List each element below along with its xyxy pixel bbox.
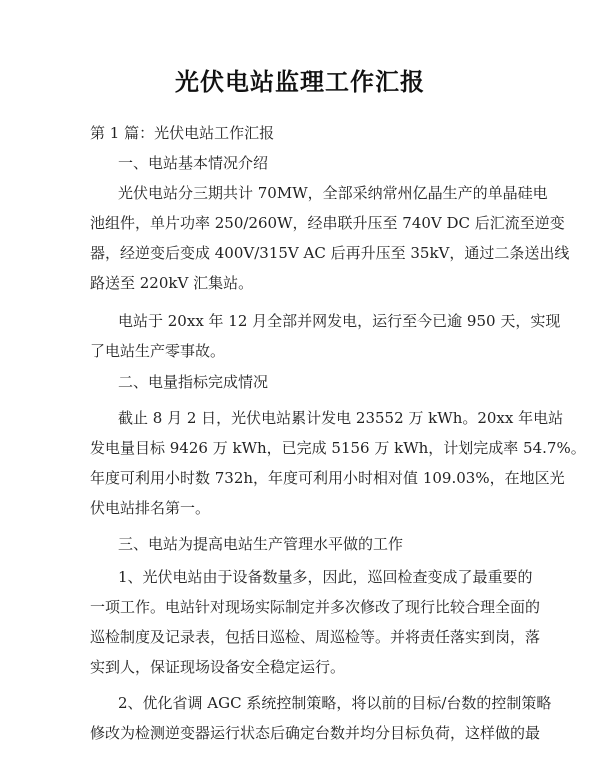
paragraph-line: 巡检制度及记录表，包括日巡检、周巡检等。并将责任落实到岗，落 [90, 628, 541, 646]
paragraph-line: 路送至 220kV 汇集站。 [90, 274, 254, 292]
document-title: 光伏电站监理工作汇报 [175, 68, 425, 96]
paragraph-line: 2、优化省调 AGC 系统控制策略，将以前的目标/台数的控制策略 [118, 694, 552, 712]
section-heading-1: 一、电站基本情况介绍 [118, 154, 269, 172]
paragraph-line: 发电量目标 9426 万 kWh，已完成 5156 万 kWh，计划完成率 54.7%。 [90, 439, 586, 457]
paragraph-line: 伏电站排名第一。 [90, 499, 211, 517]
paragraph-line: 一项工作。电站针对现场实际制定并多次修改了现行比较合理全面的 [90, 598, 541, 616]
paragraph-line: 光伏电站分三期共计 70MW，全部采纳常州亿晶生产的单晶硅电 [118, 184, 548, 202]
paragraph-line: 修改为检测逆变器运行状态后确定台数并均分目标负荷，这样做的最 [90, 724, 541, 742]
paragraph-line: 了电站生产零事故。 [90, 342, 226, 360]
section-heading-2: 二、电量指标完成情况 [118, 373, 269, 391]
paragraph-line: 年度可利用小时数 732h，年度可利用小时相对值 109.03%，在地区光 [90, 469, 565, 487]
section-heading-3: 三、电站为提高电站生产管理水平做的工作 [118, 535, 404, 553]
paragraph-line: 电站于 20xx 年 12 月全部并网发电，运行至今已逾 950 天，实现 [118, 312, 561, 330]
paragraph-line: 1、光伏电站由于设备数量多，因此，巡回检查变成了最重要的 [118, 568, 533, 586]
paragraph-line: 实到人，保证现场设备安全稳定运行。 [90, 658, 346, 676]
paragraph-line: 器，经逆变后变成 400V/315V AC 后再升压至 35kV，通过二条送出线 [90, 244, 570, 262]
paragraph-line: 截止 8 月 2 日，光伏电站累计发电 23552 万 kWh。20xx 年电站 [118, 409, 564, 427]
chapter-heading: 第 1 篇：光伏电站工作汇报 [90, 124, 275, 142]
paragraph-line: 池组件，单片功率 250/260W，经串联升压至 740V DC 后汇流至逆变 [90, 214, 565, 232]
